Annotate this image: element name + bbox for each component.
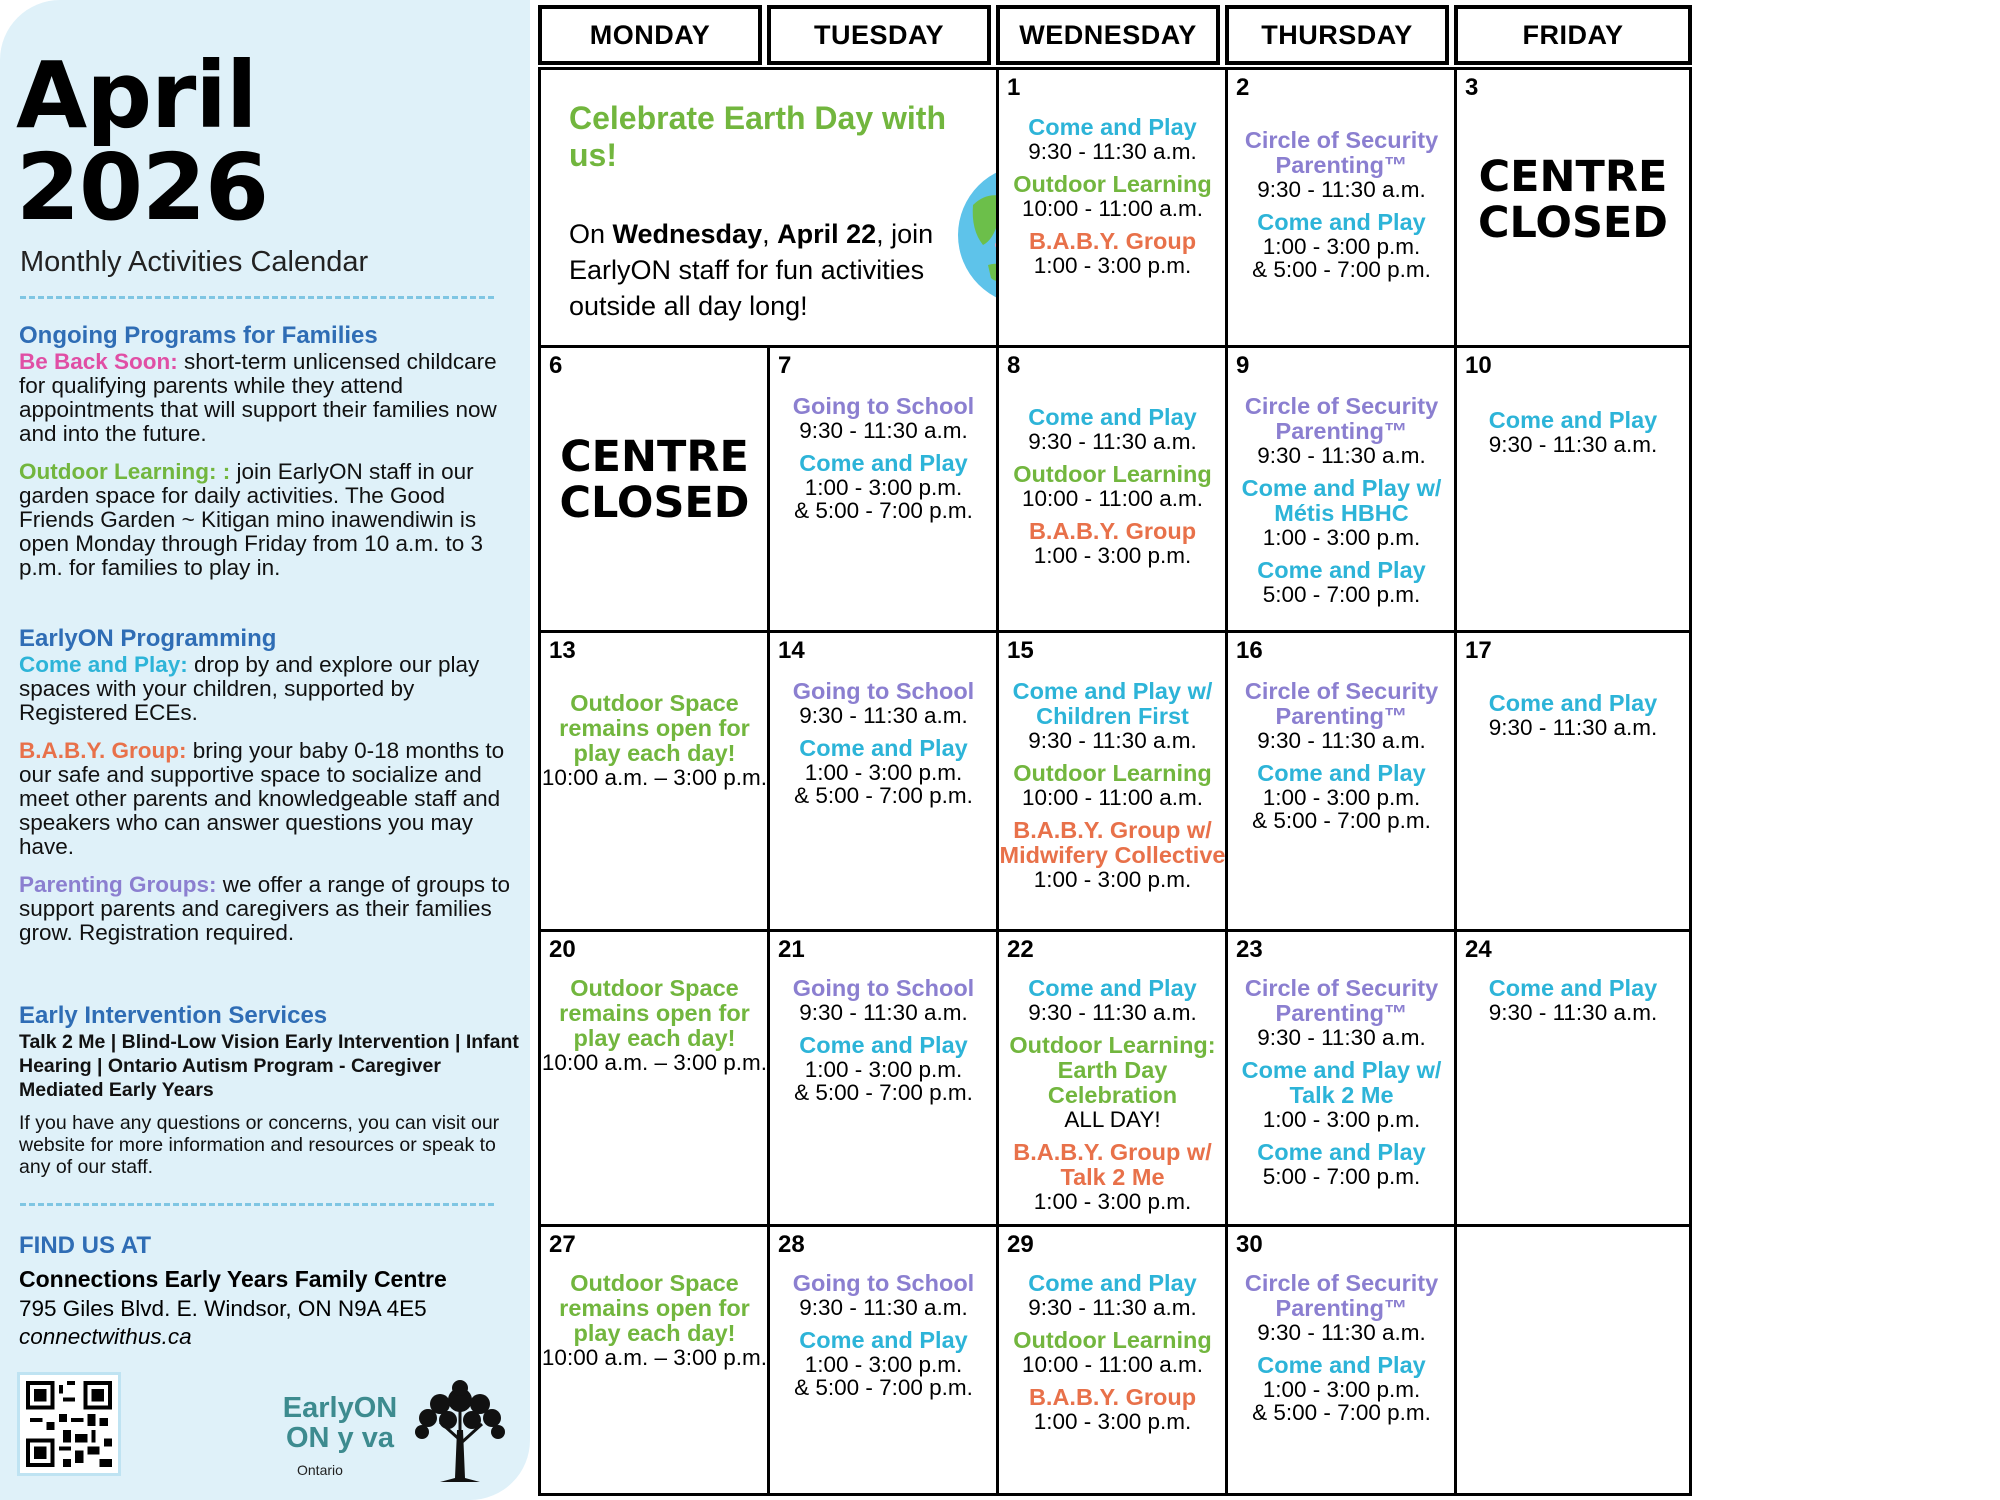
day-number: 6: [549, 352, 563, 379]
intervention-services-list: Talk 2 Me | Blind-Low Vision Early Intervention | Infant Hearing | Ontario Autism Program - Caregiver Mediated Early Years: [19, 1031, 519, 1101]
calendar-event[interactable]: [1228, 1058, 1455, 1131]
event-list: [999, 679, 1226, 900]
day-cell[interactable]: [1454, 67, 1692, 348]
day-cell[interactable]: [996, 67, 1229, 348]
event-name: Come and Play: [1028, 1270, 1197, 1296]
event-name: Come and Play w/ Métis HBHC: [1241, 475, 1442, 526]
day-number: 7: [778, 352, 792, 379]
day-number: 2: [1236, 74, 1250, 101]
early-intervention-heading: Early Intervention Services: [19, 1002, 328, 1029]
calendar-event[interactable]: [999, 761, 1226, 809]
promo-title: Celebrate Earth Day with us!: [569, 100, 946, 173]
event-name: B.A.B.Y. Group w/ Midwifery Collective: [999, 817, 1226, 868]
closed-line-2: CLOSED: [559, 478, 750, 528]
event-list: [1457, 408, 1689, 465]
calendar-event[interactable]: [1228, 558, 1455, 606]
event-name: Circle of Security Parenting™: [1244, 678, 1439, 729]
event-time: 10:00 - 11:00 a.m.: [1022, 1352, 1203, 1377]
event-name: B.A.B.Y. Group w/ Talk 2 Me: [1013, 1139, 1212, 1190]
event-list: [770, 394, 997, 531]
ongoing-programs-heading: Ongoing Programs for Families: [19, 322, 378, 349]
event-name: Come and Play: [799, 1327, 968, 1353]
event-name: Outdoor Space remains open for play each day!: [559, 975, 750, 1051]
logo-line-2: ON y va: [286, 1422, 394, 1454]
event-name: Come and Play: [1028, 114, 1197, 140]
header-thursday: THURSDAY: [1225, 5, 1449, 65]
event-name: B.A.B.Y. Group: [1028, 518, 1197, 544]
event-time: 9:30 - 11:30 a.m.: [1257, 728, 1426, 753]
event-name: Going to School: [792, 393, 975, 419]
promo-text-on: On: [569, 219, 613, 249]
promo-text-day: Wednesday: [612, 219, 763, 249]
calendar-event[interactable]: [1228, 394, 1455, 467]
calendar-event[interactable]: [1228, 976, 1455, 1049]
event-time: 9:30 - 11:30 a.m.: [1028, 1295, 1197, 1320]
event-name: Outdoor Space remains open for play each day!: [559, 1270, 750, 1346]
promo-text-date: April 22: [777, 219, 877, 249]
header-tuesday: TUESDAY: [767, 5, 991, 65]
closed-line-1: CENTRE: [1478, 152, 1668, 202]
day-cell[interactable]: [1454, 345, 1692, 633]
calendar-event[interactable]: [1457, 976, 1689, 1024]
event-time: 9:30 - 11:30 a.m.: [799, 1000, 968, 1025]
event-time: 9:30 - 11:30 a.m.: [1488, 715, 1658, 740]
day-cell[interactable]: [538, 1224, 771, 1496]
day-cell[interactable]: [538, 929, 771, 1227]
calendar-event[interactable]: [770, 736, 997, 807]
calendar-event[interactable]: [1457, 408, 1689, 456]
come-and-play-label: Come and Play:: [19, 652, 188, 677]
calendar-event[interactable]: [1228, 128, 1455, 201]
calendar-event[interactable]: [1228, 1140, 1455, 1188]
day-cell[interactable]: [767, 1224, 1000, 1496]
come-and-play-description: [19, 653, 519, 725]
event-name: Come and Play: [1488, 407, 1658, 433]
centre-name: Connections Early Years Family Centre: [19, 1266, 447, 1292]
centre-address: 795 Giles Blvd. E. Windsor, ON N9A 4E5: [19, 1296, 427, 1321]
day-number: 1: [1007, 74, 1021, 101]
calendar-event[interactable]: [770, 394, 997, 442]
outdoor-learning-text: join EarlyON staff in our garden space for daily activities. The Good Friends Garden ~ Kitigan mino inawendiwin is open Monday through Friday from 10 a.m. to 3 p.m. for families to play in.: [19, 459, 483, 580]
event-list: [1228, 976, 1455, 1197]
day-cell[interactable]: [996, 1224, 1229, 1496]
tree-icon: [400, 1370, 520, 1490]
event-name: Come and Play: [1257, 557, 1426, 583]
day-cell[interactable]: [996, 630, 1229, 932]
calendar-event[interactable]: [1228, 761, 1455, 832]
event-name: Outdoor Space remains open for play each day!: [559, 690, 750, 766]
event-time: & 5:00 - 7:00 p.m.: [794, 1080, 973, 1105]
calendar-event[interactable]: [999, 229, 1226, 277]
event-name: Outdoor Learning: [1013, 760, 1212, 786]
closed-line-2: CLOSED: [1477, 198, 1668, 248]
day-cell[interactable]: [1225, 630, 1458, 932]
event-time: 1:00 - 3:00 p.m.: [1262, 234, 1421, 259]
event-time: 1:00 - 3:00 p.m.: [1033, 1189, 1192, 1214]
event-time: & 5:00 - 7:00 p.m.: [794, 783, 973, 808]
find-us-heading: FIND US AT: [19, 1232, 151, 1259]
calendar-event[interactable]: [770, 679, 997, 727]
day-number: 24: [1465, 936, 1492, 963]
earlyon-programming-section: [19, 627, 519, 959]
day-cell[interactable]: [767, 630, 1000, 932]
event-time: 1:00 - 3:00 p.m.: [1033, 867, 1192, 892]
event-time: 1:00 - 3:00 p.m.: [1262, 1107, 1421, 1132]
event-list: [541, 976, 768, 1083]
event-name: Circle of Security Parenting™: [1244, 127, 1439, 178]
event-name: Come and Play: [1028, 404, 1197, 430]
qr-code-icon[interactable]: [17, 1372, 121, 1476]
day-number: 10: [1465, 352, 1492, 379]
event-time: 10:00 a.m. – 3:00 p.m.: [541, 1345, 768, 1370]
calendar-event[interactable]: [999, 1140, 1226, 1213]
event-time: 1:00 - 3:00 p.m.: [1262, 525, 1421, 550]
event-time: 10:00 - 11:00 a.m.: [1022, 196, 1203, 221]
event-name: Come and Play: [1488, 975, 1658, 1001]
event-time: 1:00 - 3:00 p.m.: [1262, 1377, 1421, 1402]
event-name: Come and Play w/ Children First: [1012, 678, 1213, 729]
calendar-event[interactable]: [999, 679, 1226, 752]
baby-group-description: [19, 739, 519, 859]
event-time: 9:30 - 11:30 a.m.: [799, 418, 968, 443]
event-time: 10:00 a.m. – 3:00 p.m.: [541, 1050, 768, 1075]
day-cell[interactable]: [767, 929, 1000, 1227]
event-list: [999, 115, 1226, 286]
calendar-event[interactable]: [1228, 1353, 1455, 1424]
event-name: B.A.B.Y. Group: [1028, 1384, 1197, 1410]
event-list: [1228, 128, 1455, 290]
event-name: Come and Play: [799, 450, 968, 476]
earth-day-promo: [538, 67, 1000, 348]
day-number: 14: [778, 637, 805, 664]
earlyon-logo: [275, 1393, 405, 1453]
event-time: 1:00 - 3:00 p.m.: [804, 1352, 963, 1377]
event-list: [999, 1271, 1226, 1442]
day-number: 27: [549, 1231, 576, 1258]
parenting-groups-text: we offer a range of groups to support parents and caregivers as their families grow. Registration required.: [19, 872, 511, 945]
event-time: 9:30 - 11:30 a.m.: [799, 703, 968, 728]
event-name: Going to School: [792, 1270, 975, 1296]
event-time: 1:00 - 3:00 p.m.: [1033, 1409, 1192, 1434]
day-cell[interactable]: [767, 345, 1000, 633]
calendar-event[interactable]: [999, 1033, 1226, 1131]
event-time: & 5:00 - 7:00 p.m.: [1252, 1400, 1431, 1425]
day-cell[interactable]: [1225, 929, 1458, 1227]
event-name: Come and Play: [799, 735, 968, 761]
calendar-event[interactable]: [999, 976, 1226, 1024]
title-year: 2026: [16, 134, 269, 241]
calendar-event[interactable]: [1457, 691, 1689, 739]
day-cell[interactable]: [1225, 67, 1458, 348]
event-list: [999, 976, 1226, 1222]
event-name: Come and Play: [1488, 690, 1658, 716]
event-time: 9:30 - 11:30 a.m.: [1488, 1000, 1658, 1025]
calendar-event[interactable]: [999, 115, 1226, 163]
event-time: 9:30 - 11:30 a.m.: [1257, 1025, 1426, 1050]
calendar-event[interactable]: [999, 405, 1226, 453]
calendar-subtitle: Monthly Activities Calendar: [20, 246, 369, 278]
day-number: 30: [1236, 1231, 1263, 1258]
event-name: Circle of Security Parenting™: [1244, 1270, 1439, 1321]
event-list: [1457, 691, 1689, 748]
be-back-soon-text: short-term unlicensed childcare for qualifying parents while they attend appointments that will support their families now and into the future.: [19, 349, 497, 446]
calendar-grid: [531, 0, 2000, 1500]
event-time: 9:30 - 11:30 a.m.: [1488, 432, 1658, 457]
day-number: 21: [778, 936, 805, 963]
event-time: 1:00 - 3:00 p.m.: [1262, 785, 1421, 810]
calendar-event[interactable]: [999, 172, 1226, 220]
event-name: Going to School: [792, 975, 975, 1001]
day-cell[interactable]: [1225, 1224, 1458, 1496]
calendar-event[interactable]: [1228, 476, 1455, 549]
event-name: Outdoor Learning: [1013, 1327, 1212, 1353]
website-link[interactable]: connectwithus.ca: [19, 1324, 192, 1349]
event-time: 10:00 a.m. – 3:00 p.m.: [541, 765, 768, 790]
event-time: 1:00 - 3:00 p.m.: [804, 760, 963, 785]
divider: [20, 296, 494, 299]
day-number: 29: [1007, 1231, 1034, 1258]
event-time: 9:30 - 11:30 a.m.: [799, 1295, 968, 1320]
event-list: [770, 679, 997, 816]
calendar-event[interactable]: [770, 1328, 997, 1399]
event-name: Come and Play: [1257, 760, 1426, 786]
event-time: & 5:00 - 7:00 p.m.: [1252, 257, 1431, 282]
event-time: 1:00 - 3:00 p.m.: [804, 475, 963, 500]
be-back-soon-description: [19, 350, 519, 446]
header-wednesday: WEDNESDAY: [996, 5, 1220, 65]
calendar-event[interactable]: [1228, 1271, 1455, 1344]
day-cell[interactable]: [1454, 630, 1692, 932]
day-number: 23: [1236, 936, 1263, 963]
day-cell[interactable]: [538, 630, 771, 932]
day-number: 20: [549, 936, 576, 963]
outdoor-learning-label: Outdoor Learning: :: [19, 459, 231, 484]
calendar-event[interactable]: [770, 976, 997, 1024]
event-time: 5:00 - 7:00 p.m.: [1262, 1164, 1421, 1189]
day-number: 22: [1007, 936, 1034, 963]
parenting-groups-description: [19, 873, 519, 945]
be-back-soon-label: Be Back Soon:: [19, 349, 178, 374]
event-list: [541, 1271, 768, 1378]
calendar-event[interactable]: [999, 519, 1226, 567]
day-number: 3: [1465, 74, 1479, 101]
event-time: 10:00 - 11:00 a.m.: [1022, 785, 1203, 810]
baby-group-text: bring your baby 0-18 months to our safe and supportive space to socialize and meet other parents and knowledgeable staff and speakers who can answer questions you may have.: [19, 738, 505, 859]
event-name: Going to School: [792, 678, 975, 704]
event-name: Outdoor Learning: Earth Day Celebration: [1009, 1032, 1216, 1108]
event-time: 9:30 - 11:30 a.m.: [1028, 728, 1197, 753]
event-list: [1457, 976, 1689, 1033]
intervention-note: If you have any questions or concerns, you can visit our website for more information and resources or speak to any of our staff.: [19, 1112, 500, 1178]
event-name: Come and Play: [1257, 1139, 1426, 1165]
empty-day-cell: [1454, 1224, 1692, 1496]
event-time: & 5:00 - 7:00 p.m.: [1252, 808, 1431, 833]
earlyon-programming-heading: EarlyON Programming: [19, 625, 277, 652]
calendar-event[interactable]: [770, 451, 997, 522]
event-time: 10:00 - 11:00 a.m.: [1022, 486, 1203, 511]
event-time: 9:30 - 11:30 a.m.: [1257, 443, 1426, 468]
event-list: [1228, 679, 1455, 841]
event-list: [541, 691, 768, 798]
event-name: Outdoor Learning: [1013, 461, 1212, 487]
event-time: 9:30 - 11:30 a.m.: [1028, 1000, 1197, 1025]
baby-group-label: B.A.B.Y. Group:: [19, 738, 187, 763]
event-time: ALL DAY!: [1064, 1107, 1161, 1132]
day-number: 17: [1465, 637, 1492, 664]
event-name: Circle of Security Parenting™: [1244, 393, 1439, 444]
divider: [20, 1203, 494, 1206]
calendar-event[interactable]: [999, 1328, 1226, 1376]
ontario-logo: Ontario: [297, 1462, 343, 1478]
event-name: Come and Play w/ Talk 2 Me: [1241, 1057, 1442, 1108]
event-list: [770, 1271, 997, 1408]
event-name: Come and Play: [1028, 975, 1197, 1001]
calendar-event[interactable]: [770, 1271, 997, 1319]
event-name: B.A.B.Y. Group: [1028, 228, 1197, 254]
promo-text: [569, 216, 989, 324]
parenting-groups-label: Parenting Groups:: [19, 872, 217, 897]
early-intervention-section: [19, 1004, 519, 1178]
event-list: [1228, 394, 1455, 615]
promo-text-rest: , join EarlyON staff for fun activities outside all day long!: [569, 219, 934, 321]
title-month: April: [16, 42, 257, 149]
day-number: 9: [1236, 352, 1250, 379]
calendar-event[interactable]: [999, 1385, 1226, 1433]
logo-line-1: EarlyON: [282, 1392, 398, 1424]
come-and-play-text: drop by and explore our play spaces with your children, supported by Registered ECEs.: [19, 652, 480, 725]
calendar-event[interactable]: [1228, 210, 1455, 281]
event-name: Circle of Security Parenting™: [1244, 975, 1439, 1026]
calendar-event[interactable]: [999, 462, 1226, 510]
event-name: Come and Play: [799, 1032, 968, 1058]
calendar-event[interactable]: [770, 1033, 997, 1104]
day-number: 8: [1007, 352, 1021, 379]
day-number: 15: [1007, 637, 1034, 664]
event-name: Outdoor Learning: [1013, 171, 1212, 197]
closed-line-1: CENTRE: [560, 432, 749, 482]
event-time: 1:00 - 3:00 p.m.: [804, 1057, 963, 1082]
calendar-event[interactable]: [999, 1271, 1226, 1319]
header-friday: FRIDAY: [1454, 5, 1692, 65]
calendar-event[interactable]: [1228, 679, 1455, 752]
event-list: [1228, 1271, 1455, 1433]
event-list: [999, 405, 1226, 576]
calendar-event[interactable]: [999, 818, 1226, 891]
event-time: & 5:00 - 7:00 p.m.: [794, 1375, 973, 1400]
day-cell[interactable]: [538, 345, 771, 633]
day-cell[interactable]: [1454, 929, 1692, 1227]
centre-closed-label: [1457, 154, 1689, 246]
event-time: 9:30 - 11:30 a.m.: [1028, 429, 1197, 454]
header-monday: MONDAY: [538, 5, 762, 65]
day-cell[interactable]: [996, 345, 1229, 633]
event-time: 1:00 - 3:00 p.m.: [1033, 253, 1192, 278]
event-name: Come and Play: [1257, 1352, 1426, 1378]
day-number: 13: [549, 637, 576, 664]
event-time: 1:00 - 3:00 p.m.: [1033, 543, 1192, 568]
event-time: 5:00 - 7:00 p.m.: [1262, 582, 1421, 607]
event-time: & 5:00 - 7:00 p.m.: [794, 498, 973, 523]
event-time: 9:30 - 11:30 a.m.: [1028, 139, 1197, 164]
event-list: [770, 976, 997, 1113]
calendar-event[interactable]: [541, 976, 768, 1074]
day-number: 28: [778, 1231, 805, 1258]
event-name: Come and Play: [1257, 209, 1426, 235]
outdoor-learning-description: [19, 460, 519, 580]
calendar-event[interactable]: [541, 1271, 768, 1369]
ongoing-programs-section: [19, 324, 519, 594]
day-cell[interactable]: [996, 929, 1229, 1227]
day-number: 16: [1236, 637, 1263, 664]
promo-text-comma: ,: [762, 219, 778, 249]
day-cell[interactable]: [1225, 345, 1458, 633]
calendar-event[interactable]: [541, 691, 768, 789]
event-time: 9:30 - 11:30 a.m.: [1257, 1320, 1426, 1345]
event-time: 9:30 - 11:30 a.m.: [1257, 177, 1426, 202]
calendar-title: [16, 42, 269, 241]
centre-closed-label: [541, 434, 768, 526]
sidebar-panel: [0, 0, 530, 1500]
